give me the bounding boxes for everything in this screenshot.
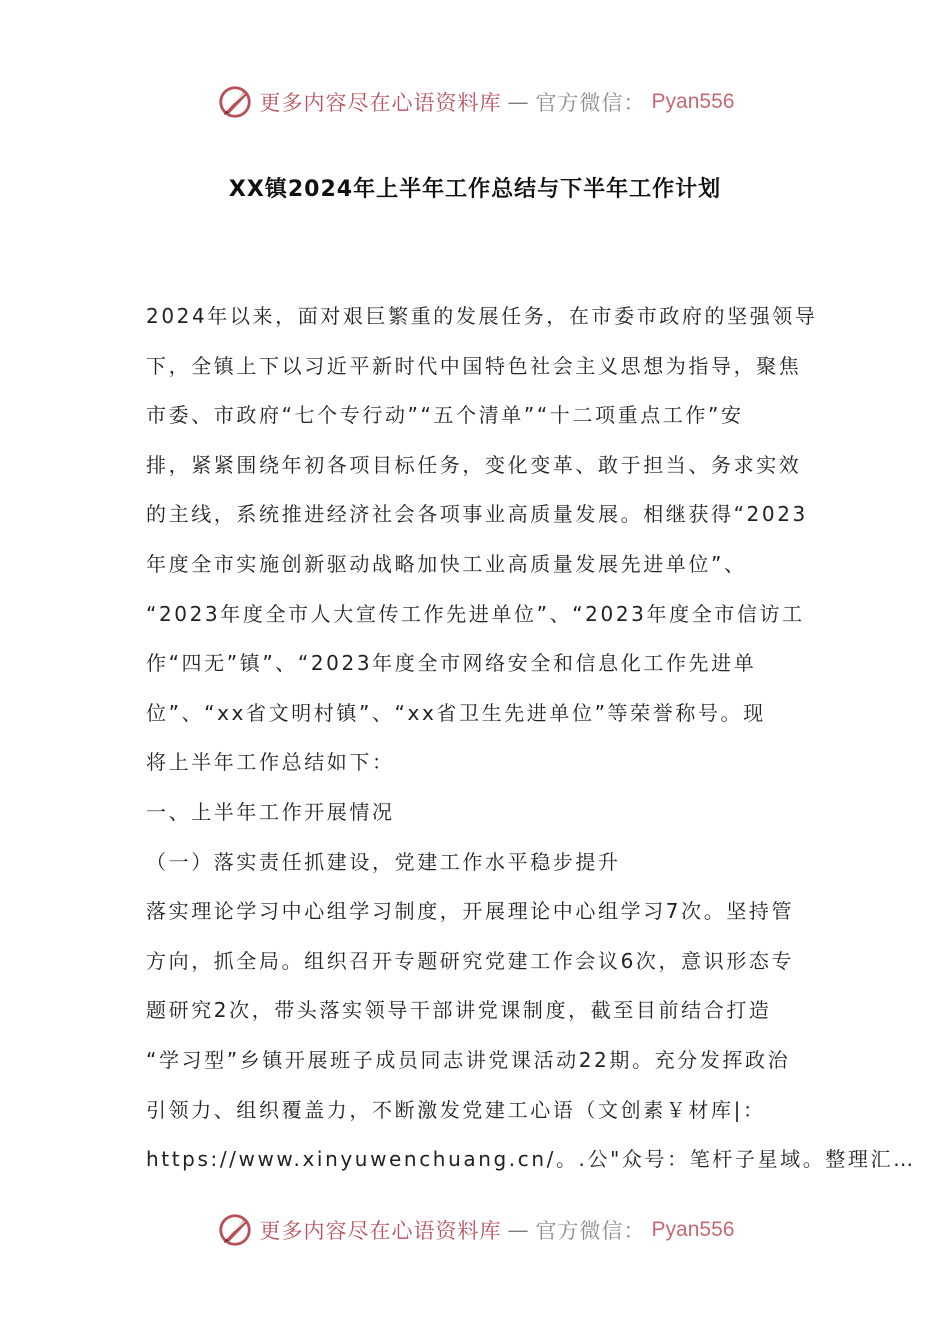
quill-logo-icon: [216, 83, 254, 121]
document-title: XX镇2024年上半年工作总结与下半年工作计划: [228, 177, 722, 202]
body-line: “2023年度全市人大宣传工作先进单位”、“2023年度全市信访工: [146, 601, 805, 626]
body-line: 的主线，系统推进经济社会各项事业高质量发展。相继获得“2023: [146, 502, 808, 527]
body-line-url: https://www.xinyuwenchuang.cn/。.公"众号：笔杆子星域。整理汇…: [146, 1147, 916, 1172]
section-heading: 一、上半年工作开展情况: [146, 799, 395, 824]
body-line: 市委、市政府“七个专行动”“五个清单”“十二项重点工作”安: [146, 403, 744, 428]
document-body: [146, 292, 916, 1185]
body-line: 排，紧紧围绕年初各项目标任务，变化变革、敢于担当、务求实效: [146, 452, 802, 477]
body-line: 年度全市实施创新驱动战略加快工业高质量发展先进单位”、: [146, 551, 747, 576]
body-line: 题研究2次，带头落实领导干部讲党课制度，截至目前结合打造: [146, 998, 772, 1023]
body-line: 方向，抓全局。组织召开专题研究党建工作会议6次，意识形态专: [146, 948, 795, 973]
banner-wechat-id: Pyan556: [651, 90, 735, 113]
body-line: 位”、“xx省文明村镇”、“xx省卫生先进单位”等荣誉称号。现: [146, 700, 766, 725]
footer-watermark-banner: [0, 1206, 950, 1254]
banner-wechat-id: Pyan556: [651, 1218, 735, 1241]
banner-separator: —: [507, 1218, 530, 1242]
body-line: 将上半年工作总结如下：: [146, 750, 395, 775]
body-line: 引领力、组织覆盖力，不断激发党建工心语（文创素￥材库|：: [146, 1097, 766, 1122]
header-watermark-banner: [0, 78, 950, 126]
body-line: 作“四无”镇”、“2023年度全市网络安全和信息化工作先进单: [146, 651, 757, 676]
body-line: 2024年以来，面对艰巨繁重的发展任务，在市委市政府的坚强领导: [146, 304, 818, 328]
body-line: 落实理论学习中心组学习制度，开展理论中心组学习7次。坚持管: [146, 899, 795, 924]
body-line: “学习型”乡镇开展班子成员同志讲党课活动22期。充分发挥政治: [146, 1047, 791, 1072]
body-line: 下，全镇上下以习近平新时代中国特色社会主义思想为指导，聚焦: [146, 353, 802, 378]
quill-logo-icon: [216, 1211, 254, 1249]
banner-separator: —: [507, 90, 530, 114]
subsection-heading: （一）落实责任抓建设，党建工作水平稳步提升: [146, 849, 621, 874]
banner-wechat-label: 官方微信：: [535, 1219, 646, 1243]
banner-slogan: 更多内容尽在心语资料库: [259, 1219, 502, 1243]
banner-wechat-label: 官方微信：: [535, 91, 646, 115]
banner-slogan: 更多内容尽在心语资料库: [259, 91, 502, 115]
